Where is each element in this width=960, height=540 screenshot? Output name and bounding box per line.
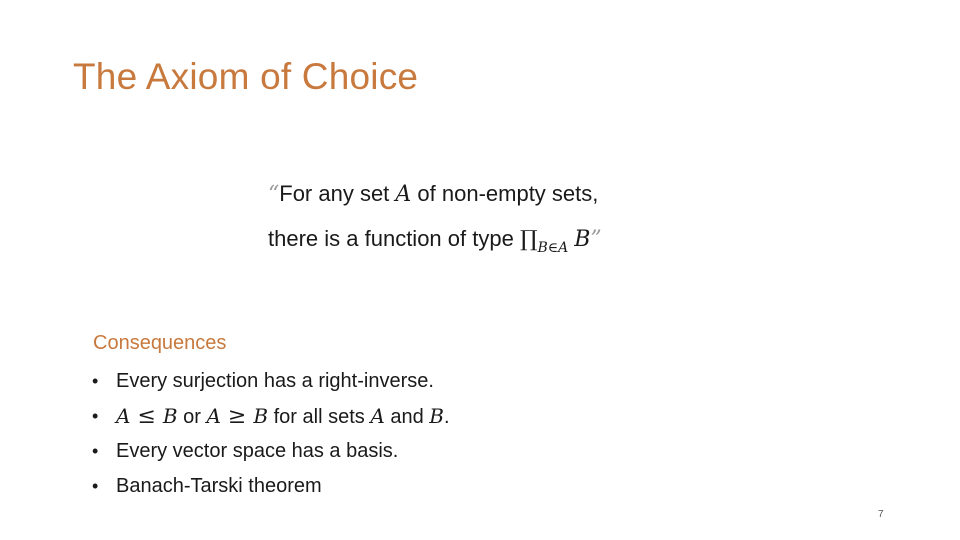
- consequences-list: [90, 364, 450, 503]
- math-variable: B: [574, 227, 591, 252]
- list-item-text: Banach-Tarski theorem: [116, 474, 322, 497]
- axiom-text: For any set: [279, 181, 396, 206]
- math-variable: A: [116, 403, 131, 428]
- list-item-text: .: [443, 405, 450, 428]
- math-variable: B: [429, 403, 444, 428]
- consequences-heading: Consequences: [93, 332, 227, 354]
- open-quote-mark: “: [268, 182, 280, 207]
- list-item-text: for all sets: [268, 405, 371, 428]
- math-operator: ≥: [220, 403, 254, 429]
- axiom-text: of non-empty sets,: [411, 181, 599, 206]
- math-variable: B: [253, 403, 269, 428]
- list-item-text: Every surjection has a right-inverse.: [116, 370, 434, 392]
- math-variable: B: [162, 403, 178, 428]
- math-variable: A: [370, 403, 385, 428]
- axiom-text: there is a function of type: [268, 226, 520, 251]
- math-operator: ≤: [130, 403, 163, 429]
- axiom-statement: [268, 172, 602, 264]
- bullet-icon: •: [92, 371, 99, 391]
- list-item: [90, 364, 450, 399]
- bullet-icon: •: [92, 441, 99, 461]
- bullet-icon: •: [92, 475, 99, 496]
- list-item: [90, 434, 450, 469]
- bullet-icon: •: [92, 405, 99, 426]
- page-number: 7: [878, 509, 884, 520]
- list-item: [90, 469, 450, 504]
- slide-title: The Axiom of Choice: [73, 56, 419, 97]
- product-symbol: ∏: [519, 227, 538, 252]
- list-item-text: Every vector space has a basis.: [116, 440, 399, 462]
- list-item-text: or: [177, 405, 207, 428]
- math-variable: A: [395, 182, 412, 207]
- close-quote-mark: ”: [590, 227, 602, 252]
- product-subscript: B∈A: [537, 240, 569, 256]
- axiom-line-2: [268, 217, 602, 264]
- list-item: [90, 399, 450, 435]
- axiom-line-1: [268, 172, 602, 217]
- math-variable: A: [206, 403, 221, 428]
- list-item-text: and: [384, 405, 430, 428]
